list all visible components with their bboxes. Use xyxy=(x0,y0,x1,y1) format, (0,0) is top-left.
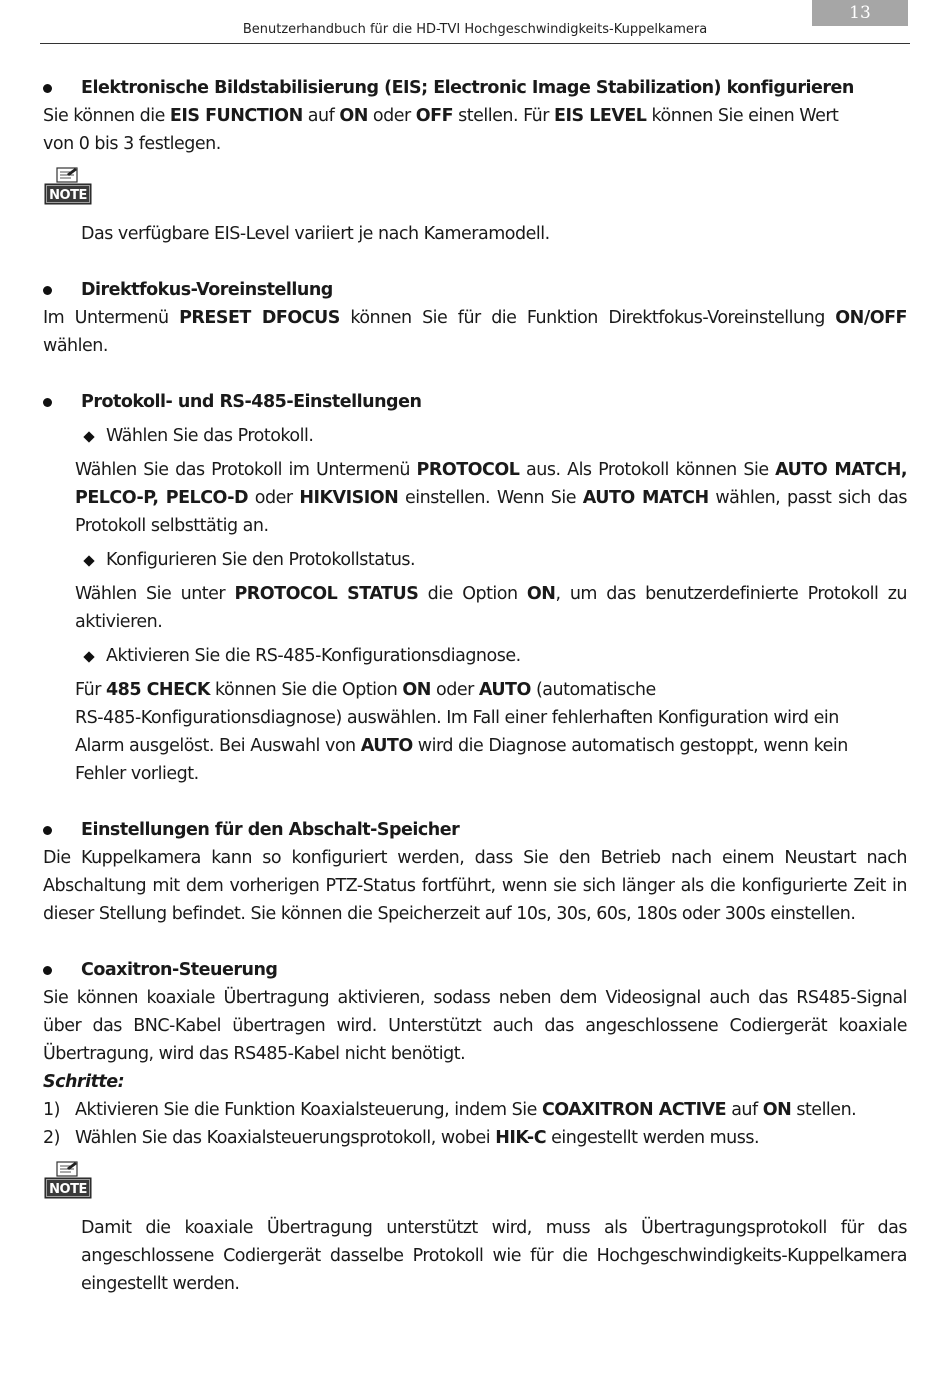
note-icon xyxy=(43,1160,95,1204)
bullet-icon xyxy=(43,84,52,93)
diamond-bullet-icon xyxy=(83,651,94,662)
power-off-paragraph: Die Kuppelkamera kann so konfiguriert werden, dass Sie den Betrieb nach einem Neustart nach Abschaltung mit dem vorherigen PTZ-Status fortführt, wenn sie sich länger als die konfigurierte Zeit in dieser Stellung befindet. Sie können die Speicherzeit auf 10s, 30s, 60s, 180s oder 300s einstellen. xyxy=(43,848,907,924)
header-rule xyxy=(40,43,910,44)
diamond-bullet-icon xyxy=(83,555,94,566)
bullet-icon xyxy=(43,826,52,835)
protocol-paragraph: Wählen Sie das Protokoll im Untermenü PROTOCOL aus. Als Protokoll können Sie AUTO MATCH, PELCO-P, PELCO-D oder HIKVISION einstellen. Wenn Sie AUTO MATCH wählen, passt sich das Protokoll selbsttätig an. xyxy=(75,460,908,536)
dfocus-paragraph: Im Untermenü PRESET DFOCUS können Sie für die Funktion Direktfokus-Voreinstellung ON/OFF wählen. xyxy=(43,308,907,356)
note-block xyxy=(43,1158,907,1214)
eis-paragraph: Sie können die EIS FUNCTION auf ON oder OFF stellen. Für EIS LEVEL können Sie einen Wert von 0 bis 3 festlegen. xyxy=(43,106,839,154)
step-1: 1) Aktivieren Sie die Funktion Koaxialsteuerung, indem Sie COAXITRON ACTIVE auf ON stellen. xyxy=(43,1100,857,1120)
bullet-icon xyxy=(43,286,52,295)
sub-item-protocol-status: Konfigurieren Sie den Protokollstatus. xyxy=(43,546,907,574)
document-body xyxy=(43,74,907,1298)
svg-text:NOTE: NOTE xyxy=(49,1182,87,1197)
note-block xyxy=(43,164,907,220)
bullet-icon xyxy=(43,398,52,407)
diamond-bullet-icon xyxy=(83,431,94,442)
page-number: 13 xyxy=(812,0,908,26)
running-header: Benutzerhandbuch für die HD-TVI Hochgeschwindigkeits-Kuppelkamera xyxy=(242,22,708,37)
section-heading-coaxitron: Coaxitron-Steuerung xyxy=(43,956,907,984)
sub-item-protocol: Wählen Sie das Protokoll. xyxy=(43,422,907,450)
bullet-icon xyxy=(43,966,52,975)
protocol-status-paragraph: Wählen Sie unter PROTOCOL STATUS die Option ON, um das benutzerdefinierte Protokoll zu aktivieren. xyxy=(75,584,907,632)
note-text: Das verfügbare EIS-Level variiert je nach Kameramodell. xyxy=(81,224,550,244)
note-icon xyxy=(43,166,95,210)
section-heading-protocol: Protokoll- und RS-485-Einstellungen xyxy=(43,388,907,416)
step-2: 2) Wählen Sie das Koaxialsteuerungsprotokoll, wobei HIK-C eingestellt werden muss. xyxy=(43,1128,760,1148)
sub-item-485-check: Aktivieren Sie die RS-485-Konfigurationsdiagnose. xyxy=(43,642,907,670)
coaxitron-paragraph: Sie können koaxiale Übertragung aktivieren, sodass neben dem Videosignal auch das RS485-Signal über das BNC-Kabel übertragen wird. Unterstützt auch das angeschlossene Codiergerät koaxiale Übertragung, wird das RS485-Kabel nicht benötigt. xyxy=(43,988,907,1064)
note-text: Damit die koaxiale Übertragung unterstützt wird, muss als Übertragungsprotokoll für das angeschlossene Codiergerät dasselbe Protokoll wie für die Hochgeschwindigkeits-Kuppelkamera eingestellt werden. xyxy=(81,1218,907,1294)
svg-text:NOTE: NOTE xyxy=(49,188,87,203)
section-heading-eis: Elektronische Bildstabilisierung (EIS; Electronic Image Stabilization) konfigurieren xyxy=(43,74,907,102)
section-heading-dfocus: Direktfokus-Voreinstellung xyxy=(43,276,907,304)
485-check-paragraph: Für 485 CHECK können Sie die Option ON oder AUTO (automatische RS-485-Konfigurationsdiagnose) auswählen. Im Fall einer fehlerhaften Konfiguration wird ein Alarm ausgelöst. Bei Auswahl von AUTO wird die Diagnose automatisch gestoppt, wenn kein Fehler vorliegt. xyxy=(75,680,848,784)
section-heading-power-off-memory: Einstellungen für den Abschalt-Speicher xyxy=(43,816,907,844)
steps-label: Schritte: xyxy=(43,1072,125,1092)
